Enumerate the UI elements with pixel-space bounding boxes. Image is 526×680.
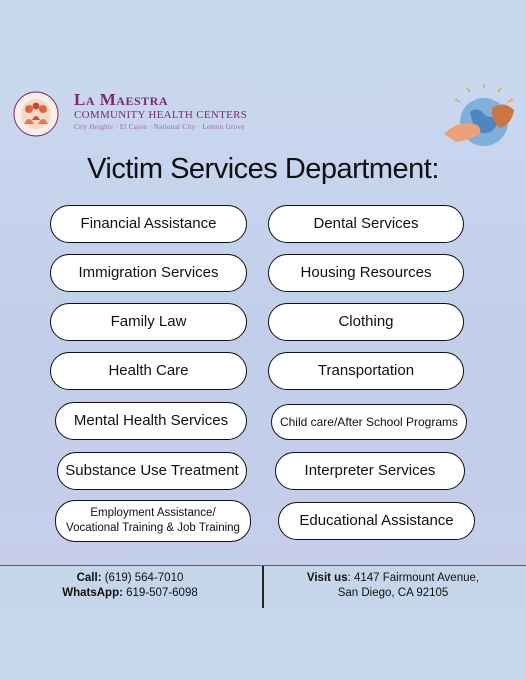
visit-label: Visit us	[306, 572, 348, 584]
service-employment-line2: Vocational Training & Job Training	[66, 522, 240, 534]
footer-phone-block	[60, 571, 200, 601]
call-number[interactable]: (619) 564-7010	[101, 572, 184, 584]
footer-visit-line	[298, 571, 488, 586]
la-maestra-logo	[12, 90, 60, 138]
brand-subtitle: COMMUNITY HEALTH CENTERS	[74, 109, 248, 121]
footer-whatsapp-line	[60, 586, 200, 601]
service-mental-health-services[interactable]: Mental Health Services	[55, 402, 247, 440]
call-label: Call:	[76, 572, 102, 584]
service-health-care[interactable]: Health Care	[50, 352, 247, 390]
service-financial-assistance[interactable]: Financial Assistance	[50, 205, 247, 243]
globe-hands-icon	[440, 84, 518, 154]
footer-address-block	[298, 571, 488, 601]
contact-footer	[0, 565, 526, 609]
page-title: Victim Services Department:	[87, 153, 439, 185]
footer-divider	[262, 566, 264, 608]
service-employment-line1: Employment Assistance/	[90, 507, 216, 519]
service-housing-resources[interactable]: Housing Resources	[268, 254, 464, 292]
service-dental-services[interactable]: Dental Services	[268, 205, 464, 243]
brand-title: La Maestra	[74, 90, 168, 109]
brand-tagline: City Heights · El Cajon · National City · Lemon Grove	[74, 123, 245, 131]
service-transportation[interactable]: Transportation	[268, 352, 464, 390]
whatsapp-number[interactable]: 619-507-6098	[122, 587, 198, 599]
service-employment-assistance[interactable]	[55, 500, 251, 542]
bottom-band	[0, 608, 526, 680]
address-line-2: San Diego, CA 92105	[337, 587, 449, 599]
service-clothing[interactable]: Clothing	[268, 303, 464, 341]
whatsapp-label: WhatsApp:	[62, 587, 123, 599]
footer-call-line	[60, 571, 200, 586]
service-immigration-services[interactable]: Immigration Services	[50, 254, 247, 292]
service-child-care[interactable]: Child care/After School Programs	[271, 404, 467, 440]
address-line-1: : 4147 Fairmount Avenue,	[347, 572, 480, 584]
service-substance-use-treatment[interactable]: Substance Use Treatment	[57, 452, 247, 490]
service-interpreter-services[interactable]: Interpreter Services	[275, 452, 465, 490]
service-educational-assistance[interactable]: Educational Assistance	[278, 502, 475, 540]
service-family-law[interactable]: Family Law	[50, 303, 247, 341]
poster	[0, 78, 526, 605]
